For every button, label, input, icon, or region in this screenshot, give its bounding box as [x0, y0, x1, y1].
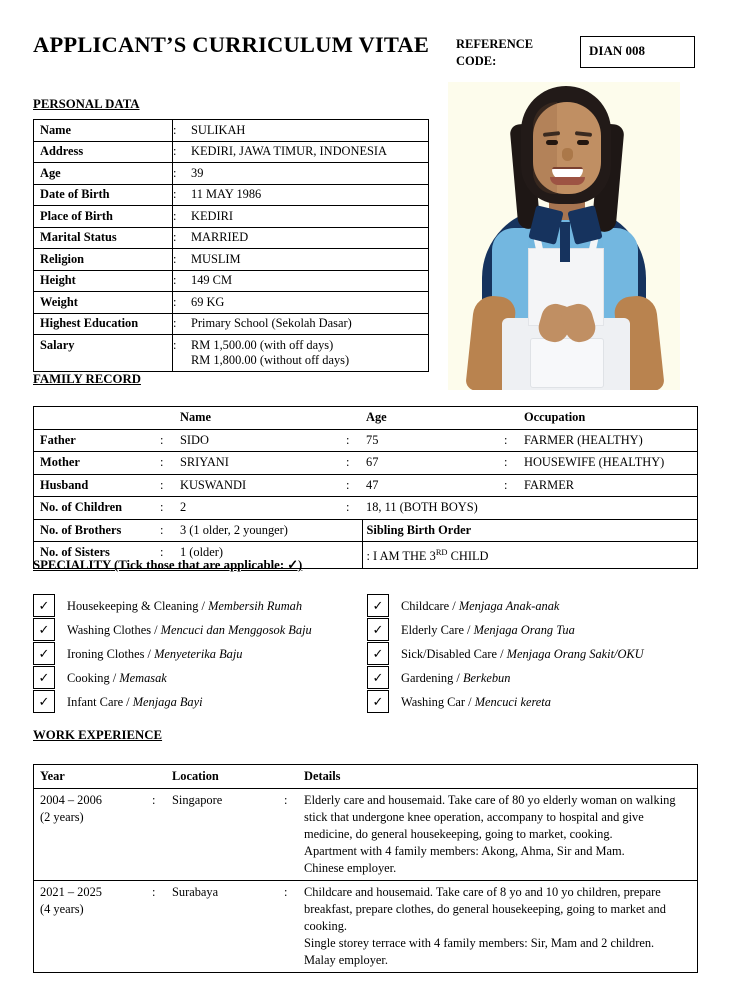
speciality-label-en: Sick/Disabled Care /: [401, 646, 507, 661]
speciality-item[interactable]: [33, 618, 312, 642]
work-details: [300, 789, 698, 881]
speciality-label: [401, 695, 551, 710]
speciality-label-en: Gardening /: [401, 670, 463, 685]
speciality-column-left: [33, 594, 312, 714]
speciality-label: [67, 647, 243, 662]
row-separator: :: [173, 141, 182, 163]
family-record-table: [33, 406, 698, 569]
speciality-item[interactable]: [33, 690, 312, 714]
table-header-row: [34, 765, 698, 789]
row-occupation: FARMER: [520, 474, 698, 497]
row-separator-2: :: [280, 881, 300, 973]
row-label: Mother: [34, 452, 157, 475]
section-title-speciality: [33, 558, 302, 573]
row-separator: :: [173, 120, 182, 142]
speciality-label: [67, 695, 203, 710]
speciality-label: [67, 671, 167, 686]
speciality-label-id: Mencuci dan Menggosok Baju: [160, 622, 312, 637]
table-row: [34, 141, 429, 163]
table-row-brothers: [34, 519, 698, 542]
row-label: No. of Children: [34, 497, 157, 520]
row-label: No. of Sisters: [34, 542, 157, 569]
speciality-item[interactable]: [367, 690, 644, 714]
work-experience-table: [33, 764, 698, 973]
table-row: [34, 206, 429, 228]
reference-code-value: DIAN 008: [589, 43, 645, 58]
table-row: [34, 292, 429, 314]
row-separator: :: [173, 227, 182, 249]
reference-code-label: REFERENCE CODE:: [456, 37, 534, 68]
speciality-label: [67, 599, 302, 614]
row-separator: :: [173, 292, 182, 314]
table-header-row: [34, 407, 698, 430]
speciality-label-en: Childcare /: [401, 598, 459, 613]
sibling-order-suffix: CHILD: [447, 549, 489, 564]
header-colon-spacer-3: [500, 407, 520, 430]
speciality-label-en: Infant Care /: [67, 694, 133, 709]
speciality-label-id: Berkebun: [462, 670, 511, 685]
row-label: Name: [34, 120, 173, 142]
sibling-order-prefix: : I AM THE 3: [366, 549, 436, 564]
table-row: [34, 249, 429, 271]
table-row: [34, 881, 698, 973]
table-row: [34, 227, 429, 249]
checkbox-sick-disabled-care[interactable]: ✓: [367, 642, 389, 665]
column-header-location: Location: [172, 769, 219, 783]
row-separator: :: [156, 474, 176, 497]
row-separator: :: [148, 881, 168, 973]
checkbox-infant-care[interactable]: ✓: [33, 690, 55, 713]
row-separator: :: [156, 429, 176, 452]
speciality-label-id: Menyeterika Baju: [154, 646, 243, 661]
speciality-label-en: Housekeeping & Cleaning /: [67, 598, 209, 613]
checkbox-cooking[interactable]: ✓: [33, 666, 55, 689]
row-value: Primary School (Sekolah Dasar): [181, 313, 429, 335]
salary-line-1: RM 1,500.00 (with off days): [191, 337, 334, 352]
personal-data-table: [33, 119, 429, 372]
row-separator: :: [173, 313, 182, 335]
column-header-name: Name: [180, 410, 211, 424]
speciality-label: [401, 671, 510, 686]
speciality-label-en: Washing Car /: [401, 694, 475, 709]
row-occupation: HOUSEWIFE (HEALTHY): [520, 452, 698, 475]
speciality-item[interactable]: [367, 618, 644, 642]
sisters-value: 1 (older): [176, 542, 362, 569]
speciality-label-en: Cooking /: [67, 670, 120, 685]
column-header-age: Age: [366, 410, 387, 424]
speciality-column-right: [367, 594, 644, 714]
section-title-personal-data: PERSONAL DATA: [33, 97, 140, 111]
row-separator-3: :: [500, 429, 520, 452]
row-separator-2: :: [342, 452, 362, 475]
table-row: [34, 163, 429, 185]
row-name: KUSWANDI: [176, 474, 342, 497]
row-label: Place of Birth: [34, 206, 173, 228]
table-row: [34, 270, 429, 292]
sibling-birth-order-title: Sibling Birth Order: [366, 522, 472, 537]
row-label: Father: [34, 429, 157, 452]
checkbox-elderly-care[interactable]: ✓: [367, 618, 389, 641]
speciality-label: [401, 647, 644, 662]
speciality-item[interactable]: [367, 642, 644, 666]
work-details-line-3: Malay employer.: [304, 953, 388, 967]
photo-eye-right: [577, 140, 589, 145]
children-ages: 18, 11 (BOTH BOYS): [362, 497, 698, 520]
work-duration: (4 years): [40, 902, 84, 916]
section-title-family-record: FAMILY RECORD: [33, 372, 141, 386]
sibling-order-ordinal: RD: [435, 547, 448, 557]
speciality-label-en: Elderly Care /: [401, 622, 474, 637]
row-value: MARRIED: [181, 227, 429, 249]
table-row: [34, 313, 429, 335]
row-separator-3: :: [500, 452, 520, 475]
work-year-range: 2004 – 2006: [40, 793, 102, 807]
row-value: KEDIRI, JAWA TIMUR, INDONESIA: [181, 141, 429, 163]
speciality-label: [401, 623, 575, 638]
speciality-title-text: SPECIALITY: [33, 558, 111, 572]
row-value: [181, 335, 429, 372]
row-label: Highest Education: [34, 313, 173, 335]
photo-lower-lip: [550, 177, 585, 185]
work-location: Singapore: [168, 789, 280, 881]
checkbox-housekeeping-cleaning[interactable]: ✓: [33, 594, 55, 617]
row-value: KEDIRI: [181, 206, 429, 228]
row-separator: :: [156, 452, 176, 475]
row-separator: :: [173, 184, 182, 206]
speciality-label-id: Menjaga Orang Sakit/OKU: [506, 646, 644, 661]
header-colon-spacer-2: [280, 765, 300, 789]
sibling-birth-order-label: [362, 519, 698, 542]
photo-placket: [560, 222, 570, 262]
speciality-item[interactable]: [367, 594, 644, 618]
work-details-line-1: Childcare and housemaid. Take care of 8 yo and 10 yo children, prepare breakfast, prepare clothes, do general housekeeping, going to market and cooking.: [304, 885, 666, 933]
row-separator: :: [148, 789, 168, 881]
speciality-label-en: Ironing Clothes /: [67, 646, 155, 661]
work-details: [300, 881, 698, 973]
speciality-title-suffix: (Tick those that are applicable: ✓): [110, 558, 303, 572]
table-row: [34, 789, 698, 881]
speciality-label-id: Memasak: [119, 670, 167, 685]
row-value: SULIKAH: [181, 120, 429, 142]
table-row-children: [34, 497, 698, 520]
work-duration: (2 years): [40, 810, 84, 824]
checkbox-childcare[interactable]: ✓: [367, 594, 389, 617]
row-separator: :: [173, 163, 182, 185]
speciality-label: [67, 623, 312, 638]
reference-code-box: [580, 36, 695, 68]
row-age: 67: [362, 452, 500, 475]
speciality-label-id: Menjaga Anak-anak: [458, 598, 560, 613]
speciality-label-id: Mencuci kereta: [474, 694, 551, 709]
row-label: Age: [34, 163, 173, 185]
speciality-item[interactable]: [33, 666, 312, 690]
work-location: Surabaya: [168, 881, 280, 973]
row-separator-2: :: [342, 497, 362, 520]
row-label: Salary: [34, 335, 173, 372]
row-name: SRIYANI: [176, 452, 342, 475]
row-separator: :: [156, 542, 176, 569]
row-label: Religion: [34, 249, 173, 271]
checkbox-washing-car[interactable]: ✓: [367, 690, 389, 713]
speciality-item[interactable]: [367, 666, 644, 690]
header-colon-spacer: [148, 765, 168, 789]
row-label: Marital Status: [34, 227, 173, 249]
children-count: 2: [176, 497, 342, 520]
speciality-label: [401, 599, 559, 614]
column-header-year: Year: [40, 769, 65, 783]
speciality-label-id: Menjaga Bayi: [132, 694, 203, 709]
row-separator-2: :: [342, 474, 362, 497]
row-label: Husband: [34, 474, 157, 497]
row-label: Height: [34, 270, 173, 292]
work-details-line-2: Apartment with 4 family members: Akong, Ahma, Sir and Mam.: [304, 844, 625, 858]
section-title-work-experience: WORK EXPERIENCE: [33, 728, 163, 742]
speciality-label-id: Menjaga Orang Tua: [473, 622, 575, 637]
row-label: Weight: [34, 292, 173, 314]
row-separator-2: :: [280, 789, 300, 881]
table-row: [34, 120, 429, 142]
speciality-label-en: Washing Clothes /: [67, 622, 161, 637]
speciality-label-id: Membersih Rumah: [208, 598, 303, 613]
speciality-item[interactable]: [33, 594, 312, 618]
page-title: APPLICANT’S CURRICULUM VITAE: [33, 32, 430, 57]
work-details-line-1: Elderly care and housemaid. Take care of 80 yo elderly woman on walking stick that undergone knee operation, accompany to hospital and give medicine, do general housekeeping, going to market, cooking.: [304, 793, 676, 841]
work-year: [34, 789, 149, 881]
checkbox-washing-clothes[interactable]: ✓: [33, 618, 55, 641]
applicant-photo: [448, 82, 680, 390]
brothers-value: 3 (1 older, 2 younger): [176, 519, 362, 542]
table-row: [34, 429, 698, 452]
salary-line-2: RM 1,800.00 (without off days): [191, 353, 350, 367]
row-value: 39: [181, 163, 429, 185]
work-details-line-3: Chinese employer.: [304, 861, 397, 875]
row-age: 47: [362, 474, 500, 497]
header-spacer: [34, 407, 157, 430]
row-separator: :: [156, 519, 176, 542]
row-separator-3: :: [500, 474, 520, 497]
table-row: [34, 184, 429, 206]
header-colon-spacer-2: [342, 407, 362, 430]
checkbox-gardening[interactable]: ✓: [367, 666, 389, 689]
photo-eye-left: [546, 140, 558, 145]
photo-nose: [562, 148, 573, 161]
row-separator: :: [173, 270, 182, 292]
table-row: [34, 452, 698, 475]
row-value: 11 MAY 1986: [181, 184, 429, 206]
row-occupation: FARMER (HEALTHY): [520, 429, 698, 452]
row-name: SIDO: [176, 429, 342, 452]
row-separator-2: :: [342, 429, 362, 452]
row-label: No. of Brothers: [34, 519, 157, 542]
column-header-details: Details: [304, 769, 341, 783]
column-header-occupation: Occupation: [524, 410, 586, 424]
row-age: 75: [362, 429, 500, 452]
table-row: [34, 474, 698, 497]
row-value: 69 KG: [181, 292, 429, 314]
header-colon-spacer: [156, 407, 176, 430]
row-separator: :: [156, 497, 176, 520]
row-separator: :: [173, 249, 182, 271]
speciality-item[interactable]: [33, 642, 312, 666]
row-value: 149 CM: [181, 270, 429, 292]
checkbox-ironing-clothes[interactable]: ✓: [33, 642, 55, 665]
row-separator: :: [173, 335, 182, 372]
row-label: Date of Birth: [34, 184, 173, 206]
row-separator: :: [173, 206, 182, 228]
table-row-salary: [34, 335, 429, 372]
photo-apron-pocket: [530, 338, 604, 388]
work-year: [34, 881, 149, 973]
sibling-birth-order-value: [362, 542, 698, 569]
row-label: Address: [34, 141, 173, 163]
work-year-range: 2021 – 2025: [40, 885, 102, 899]
row-value: MUSLIM: [181, 249, 429, 271]
work-details-line-2: Single storey terrace with 4 family members: Sir, Mam and 2 children.: [304, 936, 655, 950]
